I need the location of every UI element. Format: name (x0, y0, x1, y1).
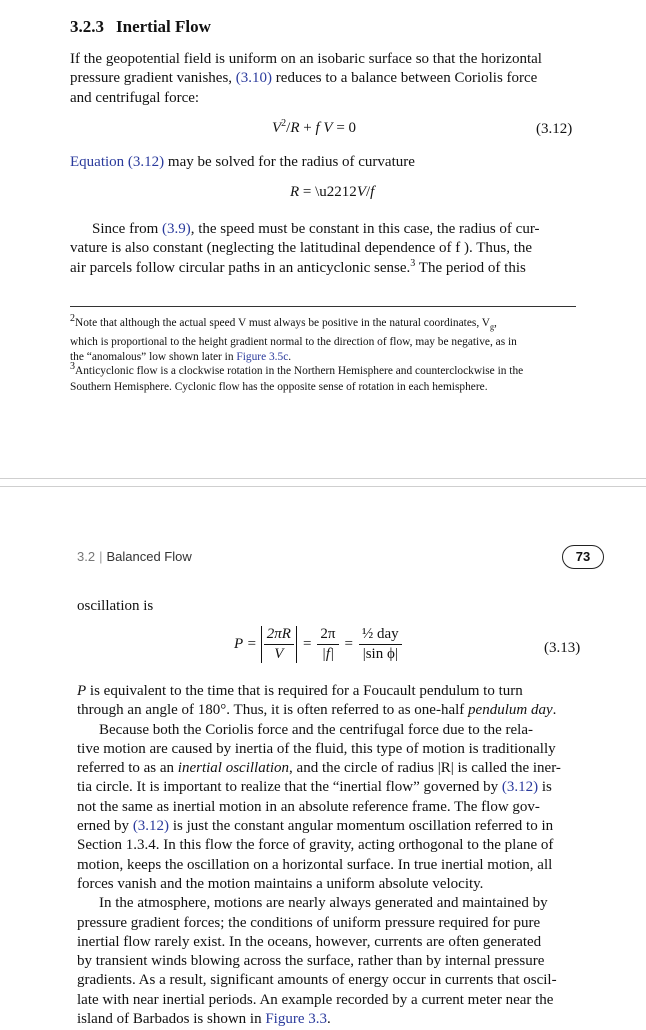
equation-label-3-12: (3.12) (536, 121, 573, 137)
text-line: inertial flow rarely exist. In the oceans, however, currents are often generated (77, 933, 542, 950)
text-line: gradients. As a result, significant amounts of energy occur in currents that oscil- (77, 972, 557, 989)
page-divider-bottom (0, 486, 646, 487)
text-line: the “anomalous” low shown later in Figure 3.5c. (70, 351, 292, 364)
equation-3-13: P = $\frac{2\pi R}{V}$ = $\frac{2\pi}{|f|}$ = $\frac{\text{½ day}}{\text{|sin ϕ|}}$ (234, 626, 402, 663)
text-line: island of Barbados is shown in Figure 3.3. (77, 1011, 331, 1028)
abs-bar: $\frac{2\pi R}{V}$ (261, 626, 297, 663)
text-line: motion, keeps the oscillation on a horizontal surface. In true inertial motion, all (77, 856, 553, 873)
text-line: erned by (3.12) is just the constant angular momentum oscillation referred to in (77, 818, 554, 835)
equation-link[interactable]: (3.10) (235, 70, 273, 87)
section-title: Inertial Flow (116, 17, 211, 36)
equation-link[interactable]: (3.12) (132, 818, 170, 835)
oscillation-lead: oscillation is (77, 598, 154, 614)
text-line: P is equivalent to the time that is required for a Foucault pendulum to turn (77, 683, 523, 699)
text-line: air parcels follow circular paths in an anticyclonic sense.$^3$ The period of this (70, 257, 526, 276)
text-line: Section 1.3.4. In this flow the force of gravity, acting orthogonal to the plane of (77, 837, 554, 854)
paragraph-period (70, 220, 576, 278)
text-line: Since from (3.9), the speed must be constant in this case, the radius of cur- (92, 221, 540, 237)
section-number: 3.2.3 (70, 17, 104, 36)
running-head (77, 549, 192, 564)
text-line: through an angle of 180°. Thus, it is often referred to as one-half pendulum day. (77, 702, 557, 719)
paragraph-pendulum (77, 682, 583, 1029)
paragraph-radius: Equation (3.12) may be solved for the radius of curvature (70, 154, 415, 170)
equation-label-3-13: (3.13) (544, 640, 581, 656)
text-line: Because both the Coriolis force and the centrifugal force due to the rela- (99, 721, 533, 738)
text-line: referred to as an inertial oscillation, and the circle of radius |R| is called the iner- (77, 760, 561, 777)
text-line: Southern Hemisphere. Cyclonic flow has the opposite sense of rotation in each hemisphere. (70, 380, 488, 393)
text-line: tia circle. It is important to realize that the “inertial flow” governed by (3.12) is (77, 779, 552, 796)
footnote-marker[interactable]: 3 (410, 257, 416, 269)
equation-radius: R = \u2212V/f (290, 184, 375, 200)
footnote-3 (70, 361, 576, 395)
running-head-divider: | (99, 549, 103, 564)
page-number-badge: 73 (562, 545, 604, 569)
text-line: not the same as inertial motion in an absolute reference frame. The flow gov- (77, 798, 540, 815)
running-head-section: 3.2 (77, 549, 96, 564)
paragraph-intro (70, 50, 576, 108)
footnote-2 (70, 313, 576, 366)
text-line: 3Anticyclonic flow is a clockwise rotation in the Northern Hemisphere and counterclockwise in the (70, 361, 524, 377)
equation-3-12: $V^2/R + f$ V = 0 (272, 118, 357, 136)
footnote-divider (70, 306, 576, 307)
running-head-title: Balanced Flow (106, 549, 192, 564)
text-line: forces vanish and the motion maintains a uniform absolute velocity. (77, 875, 484, 892)
equation-link[interactable]: (3.12) (501, 779, 539, 796)
text-line: and centrifugal force: (70, 89, 200, 106)
text-line: vature is also constant (neglecting the latitudinal dependence of f ). Thus, the (70, 240, 533, 257)
text-line: pressure gradient vanishes, (3.10) reduces to a balance between Coriolis force (70, 70, 538, 87)
equation-link[interactable]: Equation (3.12) (70, 154, 165, 170)
text-line: late with near inertial periods. An example recorded by a current meter near the (77, 991, 554, 1008)
text-line: In the atmosphere, motions are nearly always generated and maintained by (99, 895, 548, 912)
text-line: tive motion are caused by inertia of the fluid, this type of motion is traditionally (77, 740, 556, 757)
section-heading (70, 17, 211, 37)
figure-link[interactable]: Figure 3.5c (236, 351, 289, 364)
equation-link[interactable]: (3.9) (161, 221, 191, 237)
text-line: by transient winds blowing across the surface, rather than by internal pressure (77, 953, 545, 970)
text-line: which is proportional to the height gradient normal to the direction of flow, may be negative, as in (70, 335, 517, 348)
text-line: If the geopotential field is uniform on an isobaric surface so that the horizontal (70, 51, 542, 67)
text-line: pressure gradient forces; the conditions of uniform pressure required for pure (77, 914, 541, 931)
text-line: 2Note that although the actual speed V must always be positive in the natural coordinates, $V_g$, (70, 313, 497, 332)
page-divider-top (0, 478, 646, 479)
figure-link[interactable]: Figure 3.3 (265, 1011, 327, 1028)
